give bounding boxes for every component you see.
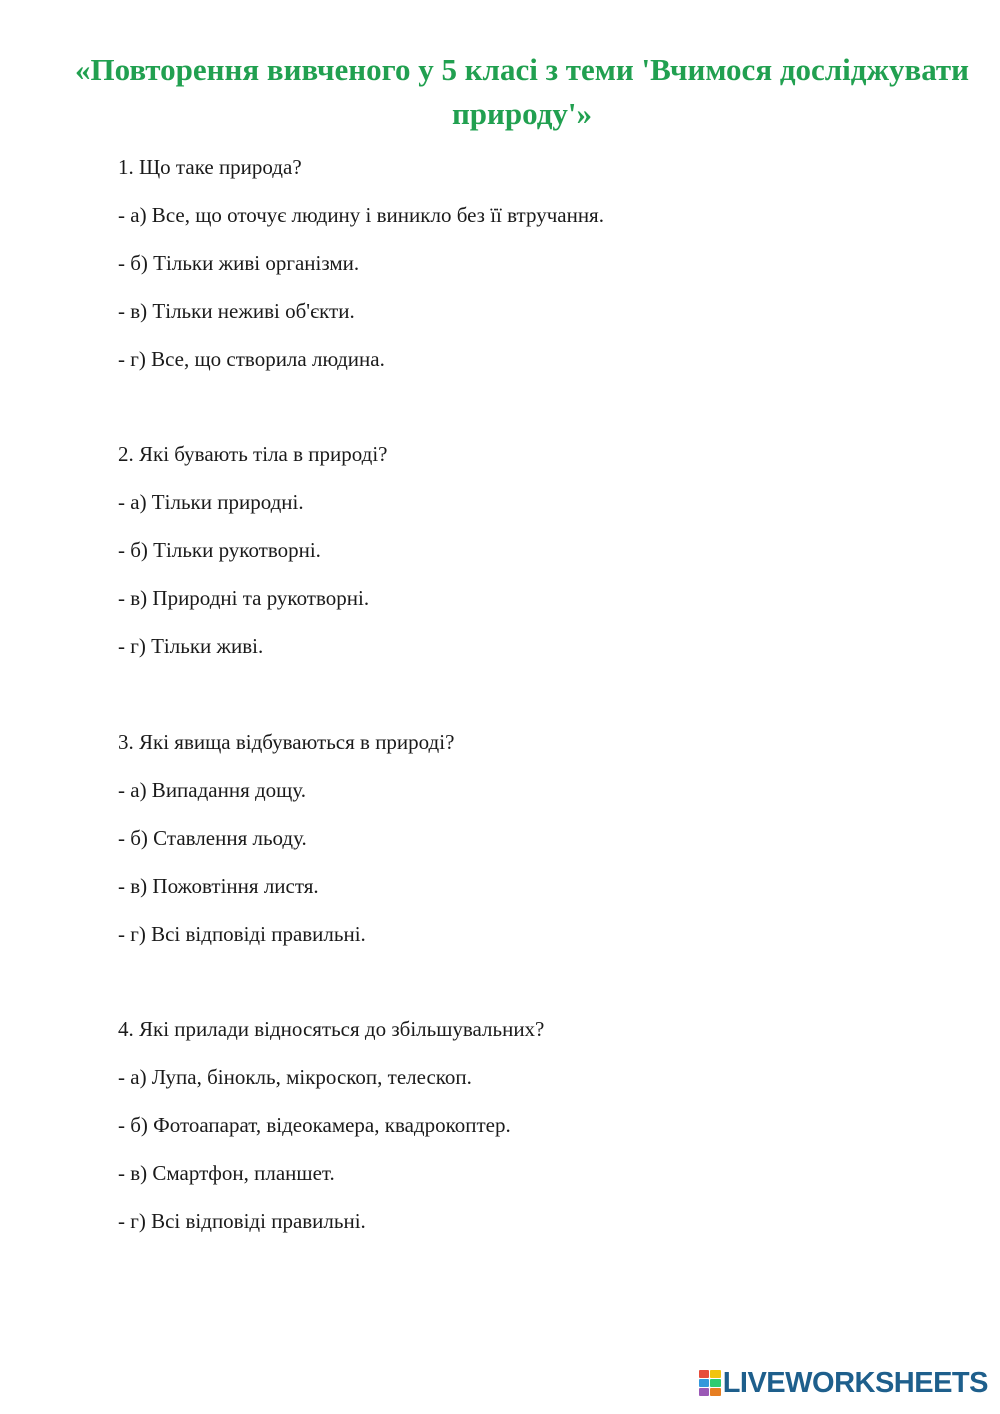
answer-option-b[interactable]: - б) Тільки живі організми.	[118, 251, 360, 275]
answer-option-a[interactable]: - а) Випадання дощу.	[118, 778, 307, 802]
answer-option-a[interactable]: - а) Тільки природні.	[118, 490, 304, 514]
answer-option-b[interactable]: - б) Тільки рукотворні.	[118, 538, 321, 562]
question-text: 1. Що таке природа?	[118, 155, 302, 179]
answer-option-c[interactable]: - в) Природні та рукотворні.	[118, 586, 370, 610]
question-text: 2. Які бувають тіла в природі?	[118, 442, 388, 466]
logo-text: LIVEWORKSHEETS	[722, 1366, 988, 1399]
answer-option-b[interactable]: - б) Ставлення льоду.	[118, 826, 307, 850]
liveworksheets-logo	[699, 1368, 988, 1398]
answer-option-d[interactable]: - г) Всі відповіді правильні.	[118, 922, 366, 946]
liveworksheets-logo-icon	[699, 1370, 721, 1396]
answer-option-c[interactable]: - в) Пожовтіння листя.	[118, 874, 319, 898]
answer-option-d[interactable]: - г) Все, що створила людина.	[118, 347, 385, 371]
page-title: «Повторення вивченого у 5 класі з теми 'Вчимося досліджувати природу'»	[75, 52, 969, 131]
answer-option-c[interactable]: - в) Тільки неживі об'єкти.	[118, 299, 355, 323]
question-text: 4. Які прилади відносяться до збільшувальних?	[118, 1017, 545, 1041]
answer-option-a[interactable]: - а) Все, що оточує людину і виникло без її втручання.	[118, 203, 604, 227]
answer-option-c[interactable]: - в) Смартфон, планшет.	[118, 1161, 335, 1185]
answer-option-a[interactable]: - а) Лупа, бінокль, мікроскоп, телескоп.	[118, 1065, 472, 1089]
answer-option-b[interactable]: - б) Фотоапарат, відеокамера, квадрокоптер.	[118, 1113, 511, 1137]
answer-option-d[interactable]: - г) Тільки живі.	[118, 634, 264, 658]
question-text: 3. Які явища відбуваються в природі?	[118, 730, 455, 754]
answer-option-d[interactable]: - г) Всі відповіді правильні.	[118, 1209, 366, 1233]
